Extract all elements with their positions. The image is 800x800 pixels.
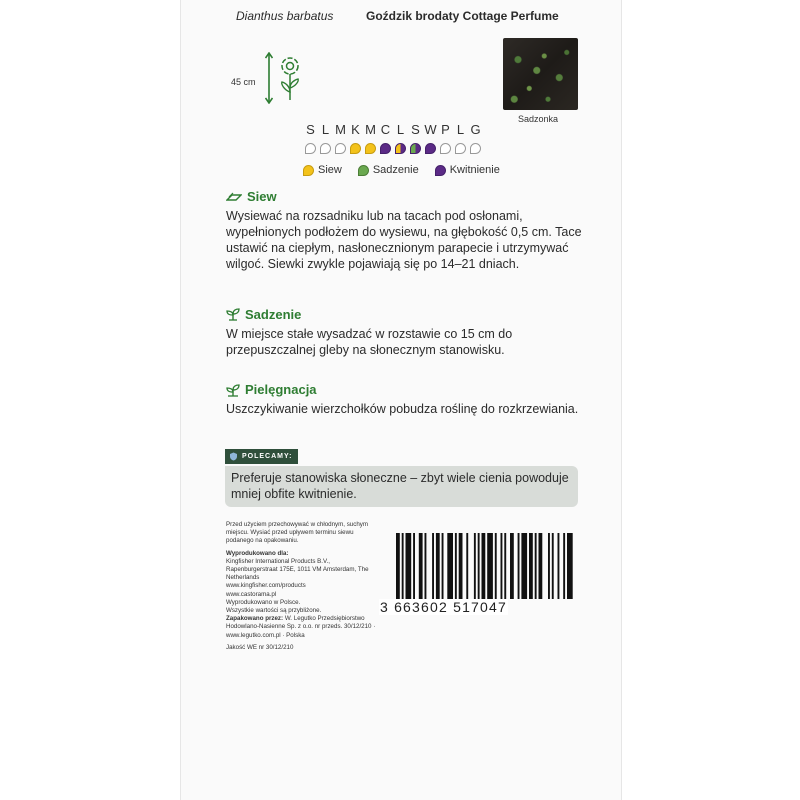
- approx-note: Wszystkie wartości są przybliżone.: [226, 607, 322, 615]
- section-sadzenie-body: W miejsce stałe wysadzać w rozstawie co 15 cm do przepuszczalnej gleby na słonecznym stanowisku.: [226, 327, 513, 357]
- section-siew-title: [226, 189, 596, 204]
- month-cell: [470, 143, 481, 154]
- plant-care-icon: [226, 383, 240, 397]
- section-sadzenie: [226, 307, 596, 358]
- castorama-link: www.castorama.pl: [226, 590, 277, 598]
- barcode-bar: [558, 533, 560, 599]
- month-cell: [440, 143, 451, 154]
- sowing-calendar: [303, 122, 483, 154]
- recommendation-label: POLECAMY:: [242, 453, 293, 460]
- barcode-bar: [474, 533, 476, 599]
- storage-note: Przed użyciem przechowywać w chłodnym, suchym miejscu. Wysiać przed upływem terminu siewu podanego na opakowaniu.: [226, 521, 369, 545]
- flower-icon: [277, 56, 303, 102]
- barcode-bar: [447, 533, 453, 599]
- month-cell: [350, 143, 361, 154]
- barcode-bar: [413, 533, 415, 599]
- latin-name: Dianthus barbatus: [236, 9, 334, 23]
- month-letter: C: [380, 122, 391, 137]
- month-cell: [380, 143, 391, 154]
- barcode-bar: [419, 533, 423, 599]
- packet-header: [236, 9, 559, 23]
- height-arrow-icon: [265, 52, 273, 104]
- sadzenie-title-text: Sadzenie: [245, 307, 302, 322]
- month-letter: P: [441, 122, 450, 137]
- shield-check-icon: [229, 452, 238, 461]
- section-pielegnacja-title: [226, 382, 596, 397]
- siew-title-text: Siew: [247, 189, 277, 204]
- packed-by-label: Zapakowano przez:: [226, 615, 284, 623]
- barcode-bar: [529, 533, 533, 599]
- month-cell: [320, 143, 331, 154]
- photo-caption: Sadzonka: [518, 114, 559, 124]
- barcode-digits: 3 663602 517047: [380, 599, 507, 615]
- month-letter: S: [306, 122, 315, 137]
- made-in: Wyprodukowano w Polsce.: [226, 598, 301, 606]
- month-letter: M: [335, 122, 346, 137]
- kingfisher-link: www.kingfisher.com/products: [226, 582, 306, 590]
- legend-plant: [358, 164, 419, 176]
- height-label: 45 cm: [231, 77, 256, 87]
- section-sadzenie-title: [226, 307, 596, 322]
- seedling-photo: [503, 38, 578, 110]
- barcode-bar: [442, 533, 444, 599]
- month-letter: L: [321, 122, 330, 137]
- barcode-bar: [425, 533, 427, 599]
- barcode-bar: [482, 533, 486, 599]
- legend-sow-label: Siew: [318, 164, 342, 176]
- barcode-bar: [487, 533, 493, 599]
- seed-packet-icon: [226, 191, 242, 202]
- product-name: Goździk brodaty Cottage Perfume: [366, 9, 559, 23]
- month-letter: S: [411, 122, 420, 137]
- month-cell: [425, 143, 436, 154]
- packed-by: W. Legutko Przedsiębiorstwo Hodowlano-Nasienne Sp. z o.o. nr przeds. 30/12/210 · www.legutko.com.pl · Polska: [226, 615, 376, 639]
- legend-bloom-label: Kwitnienie: [449, 164, 500, 176]
- barcode-bar: [548, 533, 550, 599]
- barcode-bar: [563, 533, 565, 599]
- recommendation-box: [225, 448, 578, 507]
- barcode-bar: [466, 533, 468, 599]
- month-cell: [335, 143, 346, 154]
- month-letter: M: [365, 122, 376, 137]
- section-siew-body: Wysiewać na rozsadniku lub na tacach pod osłonami, wypełnionych podłożem do wysiewu, na głębokość 0,5 cm. Tace ustawić na ciepłym, nasłonecznionym parapecie i utrzymywać wilgoć. Siewki zwykle pojawiają się po 14–21 dniach.: [226, 209, 582, 271]
- section-pielegnacja: [226, 382, 596, 417]
- month-letters: [303, 122, 483, 137]
- barcode-bar: [518, 533, 520, 599]
- quality-note: Jakość WE nr 30/12/210: [226, 643, 294, 651]
- barcode-bar: [567, 533, 573, 599]
- barcode-bar: [436, 533, 440, 599]
- month-cell: [305, 143, 316, 154]
- pielegnacja-title-text: Pielęgnacja: [245, 382, 317, 397]
- month-letter: L: [456, 122, 465, 137]
- month-cell: [410, 143, 421, 154]
- barcode-bar: [432, 533, 434, 599]
- month-letter: L: [396, 122, 405, 137]
- section-siew: [226, 189, 596, 272]
- bloom-swatch-icon: [435, 165, 446, 176]
- legend-bloom: [435, 164, 500, 176]
- month-cell: [455, 143, 466, 154]
- month-cell: [395, 143, 406, 154]
- month-letter: W: [424, 122, 437, 137]
- barcode-bar: [552, 533, 554, 599]
- barcode-bar: [535, 533, 537, 599]
- produced-for-label: Wyprodukowano dla:: [226, 549, 289, 557]
- recommendation-tab: [225, 449, 298, 464]
- sprout-icon: [226, 308, 240, 321]
- barcode-bar: [510, 533, 514, 599]
- barcode-bar: [406, 533, 412, 599]
- month-letter: G: [470, 122, 481, 137]
- calendar-legend: [303, 164, 516, 176]
- month-letter: K: [351, 122, 360, 137]
- produced-for: Kingfisher International Products B.V., Rapenburgerstraat 175E, 1011 VM Amsterdam, The Netherlands: [226, 557, 369, 582]
- legend-sow: [303, 164, 342, 176]
- barcode-bar: [478, 533, 480, 599]
- plant-height: [231, 52, 321, 106]
- section-pielegnacja-body: Uszczykiwanie wierzchołków pobudza roślinę do rozkrzewiania.: [226, 402, 579, 416]
- sow-swatch-icon: [303, 165, 314, 176]
- month-cell: [365, 143, 376, 154]
- barcode-bar: [459, 533, 463, 599]
- month-cells: [303, 143, 483, 154]
- legend-plant-label: Sadzenie: [372, 164, 419, 176]
- recommendation-text: Preferuje stanowiska słoneczne – zbyt wiele cienia powoduje mniej obfite kwitnienie.: [225, 466, 578, 507]
- barcode-bar: [521, 533, 527, 599]
- plant-swatch-icon: [358, 165, 369, 176]
- fine-print: [226, 521, 376, 652]
- barcode-bar: [539, 533, 543, 599]
- barcode-bar: [455, 533, 457, 599]
- barcode-bar: [504, 533, 506, 599]
